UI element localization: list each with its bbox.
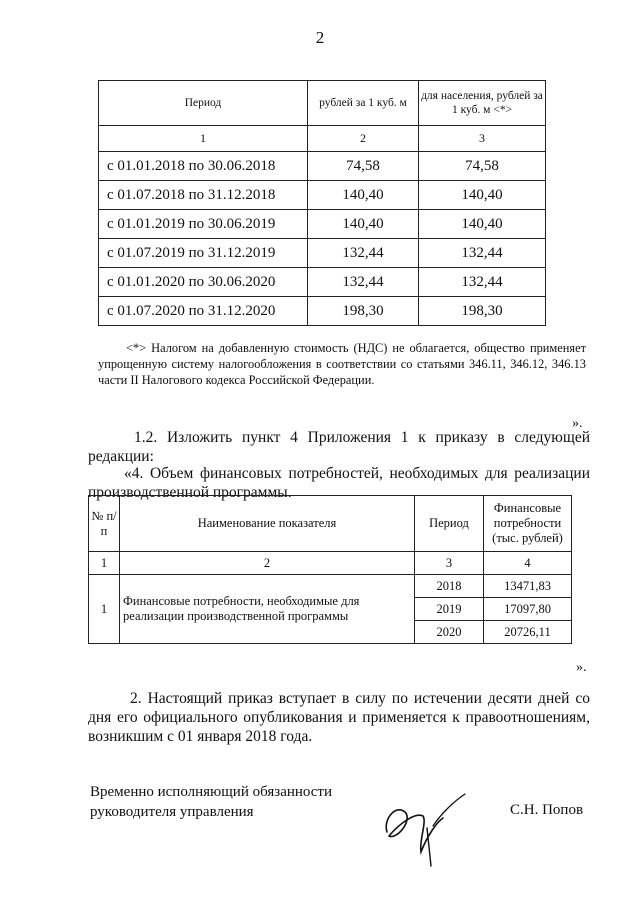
finance-header-number: № п/п [89, 496, 120, 552]
row-number-cell: 1 [89, 575, 120, 644]
population-rate-cell: 74,58 [419, 152, 546, 181]
tariff-header-row [99, 81, 546, 126]
indicator-cell: Финансовые потребности, необходимые для реализации производственной программы [120, 575, 415, 644]
handwritten-signature [375, 790, 470, 870]
tariff-index-cell: 1 [99, 126, 308, 152]
table-row [99, 152, 546, 181]
finance-header-row [89, 496, 572, 552]
table-row [99, 239, 546, 268]
year-cell: 2018 [415, 575, 484, 598]
period-cell: с 01.07.2020 по 31.12.2020 [99, 297, 308, 326]
finance-index-cell: 1 [89, 552, 120, 575]
signatory-title-line: Временно исполняющий обязанности [90, 784, 333, 800]
population-rate-cell: 132,44 [419, 239, 546, 268]
rate-cell: 198,30 [308, 297, 419, 326]
population-rate-cell: 140,40 [419, 210, 546, 239]
finance-index-cell: 2 [120, 552, 415, 575]
tariff-index-cell: 3 [419, 126, 546, 152]
value-cell: 13471,83 [484, 575, 572, 598]
table-row [99, 297, 546, 326]
period-cell: с 01.01.2020 по 30.06.2020 [99, 268, 308, 297]
tariff-index-row [99, 126, 546, 152]
table-row [99, 210, 546, 239]
finance-header-indicator: Наименование показателя [120, 496, 415, 552]
rate-cell: 140,40 [308, 210, 419, 239]
finance-index-cell: 4 [484, 552, 572, 575]
table-row [99, 181, 546, 210]
population-rate-cell: 140,40 [419, 181, 546, 210]
tariff-index-cell: 2 [308, 126, 419, 152]
signatory-name: С.Н. Попов [510, 802, 584, 818]
rate-cell: 74,58 [308, 152, 419, 181]
tariff-table [98, 80, 546, 326]
tariff-header-period: Период [99, 81, 308, 126]
rate-cell: 132,44 [308, 239, 419, 268]
finance-index-row [89, 552, 572, 575]
closing-quote: ». [572, 416, 583, 431]
value-cell: 17097,80 [484, 598, 572, 621]
signatory-title-line: руководителя управления [90, 804, 254, 820]
year-cell: 2019 [415, 598, 484, 621]
period-cell: с 01.07.2018 по 31.12.2018 [99, 181, 308, 210]
period-cell: с 01.01.2019 по 30.06.2019 [99, 210, 308, 239]
paragraph-1-2: 1.2. Изложить пункт 4 Приложения 1 к приказу в следующей редакции: [88, 429, 590, 465]
value-cell: 20726,11 [484, 621, 572, 644]
rate-cell: 132,44 [308, 268, 419, 297]
paragraph-4: «4. Объем финансовых потребностей, необходимых для реализации производственной программы. [88, 465, 590, 501]
year-cell: 2020 [415, 621, 484, 644]
page-number: 2 [315, 28, 325, 47]
tariff-header-rate: рублей за 1 куб. м [308, 81, 419, 126]
tariff-header-population-rate: для населения, рублей за 1 куб. м <*> [419, 81, 546, 126]
period-cell: с 01.01.2018 по 30.06.2018 [99, 152, 308, 181]
population-rate-cell: 198,30 [419, 297, 546, 326]
finance-header-period: Период [415, 496, 484, 552]
vat-footnote: <*> Налогом на добавленную стоимость (НДС) не облагается, общество применяет упрощенную систему налогообложения в соответствии со статьями 346.11, 346.12, 346.13 части II Налогового кодекса Российской Федерации. [98, 341, 586, 387]
paragraph-2: 2. Настоящий приказ вступает в силу по истечении десяти дней со дня его официального опубликования и применяется к правоотношениям, возникшим с 01 января 2018 года. [88, 690, 590, 745]
finance-header-needs: Финансовые потребности (тыс. рублей) [484, 496, 572, 552]
finance-index-cell: 3 [415, 552, 484, 575]
table-row [89, 575, 572, 598]
population-rate-cell: 132,44 [419, 268, 546, 297]
table-row [99, 268, 546, 297]
finance-table [88, 495, 572, 644]
period-cell: с 01.07.2019 по 31.12.2019 [99, 239, 308, 268]
closing-quote: ». [576, 660, 587, 675]
rate-cell: 140,40 [308, 181, 419, 210]
signatory-title [90, 782, 332, 822]
